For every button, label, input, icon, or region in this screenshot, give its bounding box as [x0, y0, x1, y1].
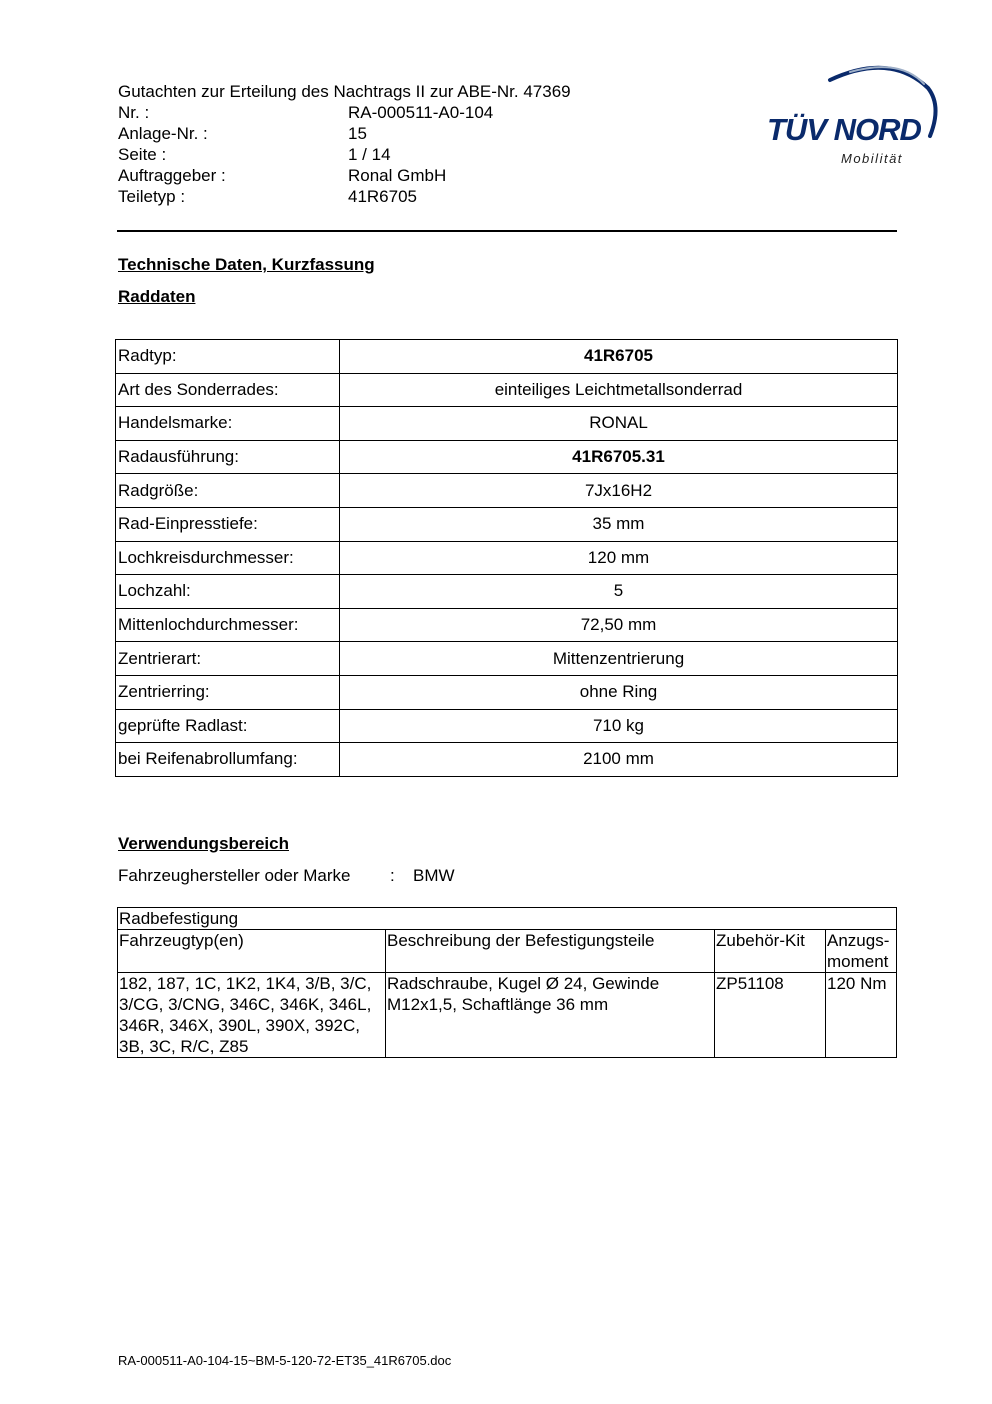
table-row: [116, 709, 898, 743]
header-label: Nr. :: [118, 103, 150, 122]
table-row: [116, 440, 898, 474]
row-value: einteiliges Leichtmetallsonderrad: [340, 373, 898, 407]
wheel-data-table: [115, 339, 898, 777]
table-row: [116, 373, 898, 407]
header-label: Auftraggeber :: [118, 166, 226, 185]
table-row: [118, 930, 897, 973]
row-label: Rad-Einpresstiefe:: [116, 507, 340, 541]
row-value: 710 kg: [340, 709, 898, 743]
column-header: Anzugs-moment: [826, 930, 897, 973]
logo-subtitle: Mobilität: [841, 151, 903, 166]
row-value: 35 mm: [340, 507, 898, 541]
row-label: Art des Sonderrades:: [116, 373, 340, 407]
header-row-auftraggeber: [118, 165, 447, 186]
header-value: RA-000511-A0-104: [348, 103, 494, 122]
row-label: Lochzahl:: [116, 575, 340, 609]
header-label: Anlage-Nr. :: [118, 124, 208, 143]
manufacturer-value: BMW: [413, 866, 455, 885]
section-tech-heading: Technische Daten, Kurzfassung: [118, 255, 375, 274]
table-row: [116, 507, 898, 541]
row-value: 72,50 mm: [340, 608, 898, 642]
row-label: Radgröße:: [116, 474, 340, 508]
row-value: 41R6705: [340, 340, 898, 374]
row-value: 7Jx16H2: [340, 474, 898, 508]
header-value: 41R6705: [348, 187, 418, 206]
header-row-anlage: [118, 123, 367, 144]
row-label: Radausführung:: [116, 440, 340, 474]
row-value: RONAL: [340, 407, 898, 441]
section-wheel-heading: Raddaten: [118, 287, 196, 306]
header-row-teiletyp: [118, 186, 418, 207]
logo-brand: TÜV NORD: [767, 112, 921, 147]
manufacturer-line: [118, 866, 455, 886]
row-value: 41R6705.31: [340, 440, 898, 474]
manufacturer-separator: :: [390, 866, 395, 885]
row-value: 2100 mm: [340, 743, 898, 777]
table-row: [116, 575, 898, 609]
row-label: Zentrierart:: [116, 642, 340, 676]
header-row-nr: [118, 102, 494, 123]
manufacturer-label: Fahrzeughersteller oder Marke: [118, 866, 351, 885]
accessory-kit-cell: ZP51108: [715, 973, 826, 1058]
table-row: [116, 743, 898, 777]
header-row-seite: [118, 144, 391, 165]
vehicle-types-cell: 182, 187, 1C, 1K2, 1K4, 3/B, 3/C, 3/CG, 3/CNG, 346C, 346K, 346L, 346R, 346X, 390L, 390X, 392C, 3B, 3C, R/C, Z85: [118, 973, 386, 1058]
column-header: Beschreibung der Befestigungsteile: [386, 930, 715, 973]
row-label: Radtyp:: [116, 340, 340, 374]
row-label: Mittenlochdurchmesser:: [116, 608, 340, 642]
row-label: Handelsmarke:: [116, 407, 340, 441]
header-value: Ronal GmbH: [348, 166, 447, 185]
row-label: Zentrierring:: [116, 675, 340, 709]
column-header: Zubehör-Kit: [715, 930, 826, 973]
table-row: [116, 340, 898, 374]
mounting-table: [117, 907, 897, 1058]
table-row: [116, 608, 898, 642]
torque-cell: 120 Nm: [826, 973, 897, 1058]
table-row: [118, 908, 897, 930]
row-value: 5: [340, 575, 898, 609]
header-divider: [117, 230, 897, 232]
mounting-table-title: Radbefestigung: [118, 908, 897, 930]
table-row: [116, 642, 898, 676]
table-row: [116, 474, 898, 508]
row-label: geprüfte Radlast:: [116, 709, 340, 743]
row-value: ohne Ring: [340, 675, 898, 709]
document-title: Gutachten zur Erteilung des Nachtrags II zur ABE-Nr. 47369: [118, 82, 571, 101]
row-label: Lochkreisdurchmesser:: [116, 541, 340, 575]
table-row: [118, 973, 897, 1058]
table-row: [116, 675, 898, 709]
column-header: Fahrzeugtyp(en): [118, 930, 386, 973]
header-label: Seite :: [118, 145, 167, 164]
table-row: [116, 541, 898, 575]
row-value: 120 mm: [340, 541, 898, 575]
row-label: bei Reifenabrollumfang:: [116, 743, 340, 777]
section-usage-heading: Verwendungsbereich: [118, 834, 289, 853]
fastener-description-cell: Radschraube, Kugel Ø 24, Gewinde M12x1,5, Schaftlänge 36 mm: [386, 973, 715, 1058]
footer-filename: RA-000511-A0-104-15~BM-5-120-72-ET35_41R6705.doc: [118, 1353, 452, 1368]
header-value: 15: [348, 124, 367, 143]
table-row: [116, 407, 898, 441]
row-value: Mittenzentrierung: [340, 642, 898, 676]
header-label: Teiletyp :: [118, 187, 186, 206]
header-value: 1 / 14: [348, 145, 391, 164]
